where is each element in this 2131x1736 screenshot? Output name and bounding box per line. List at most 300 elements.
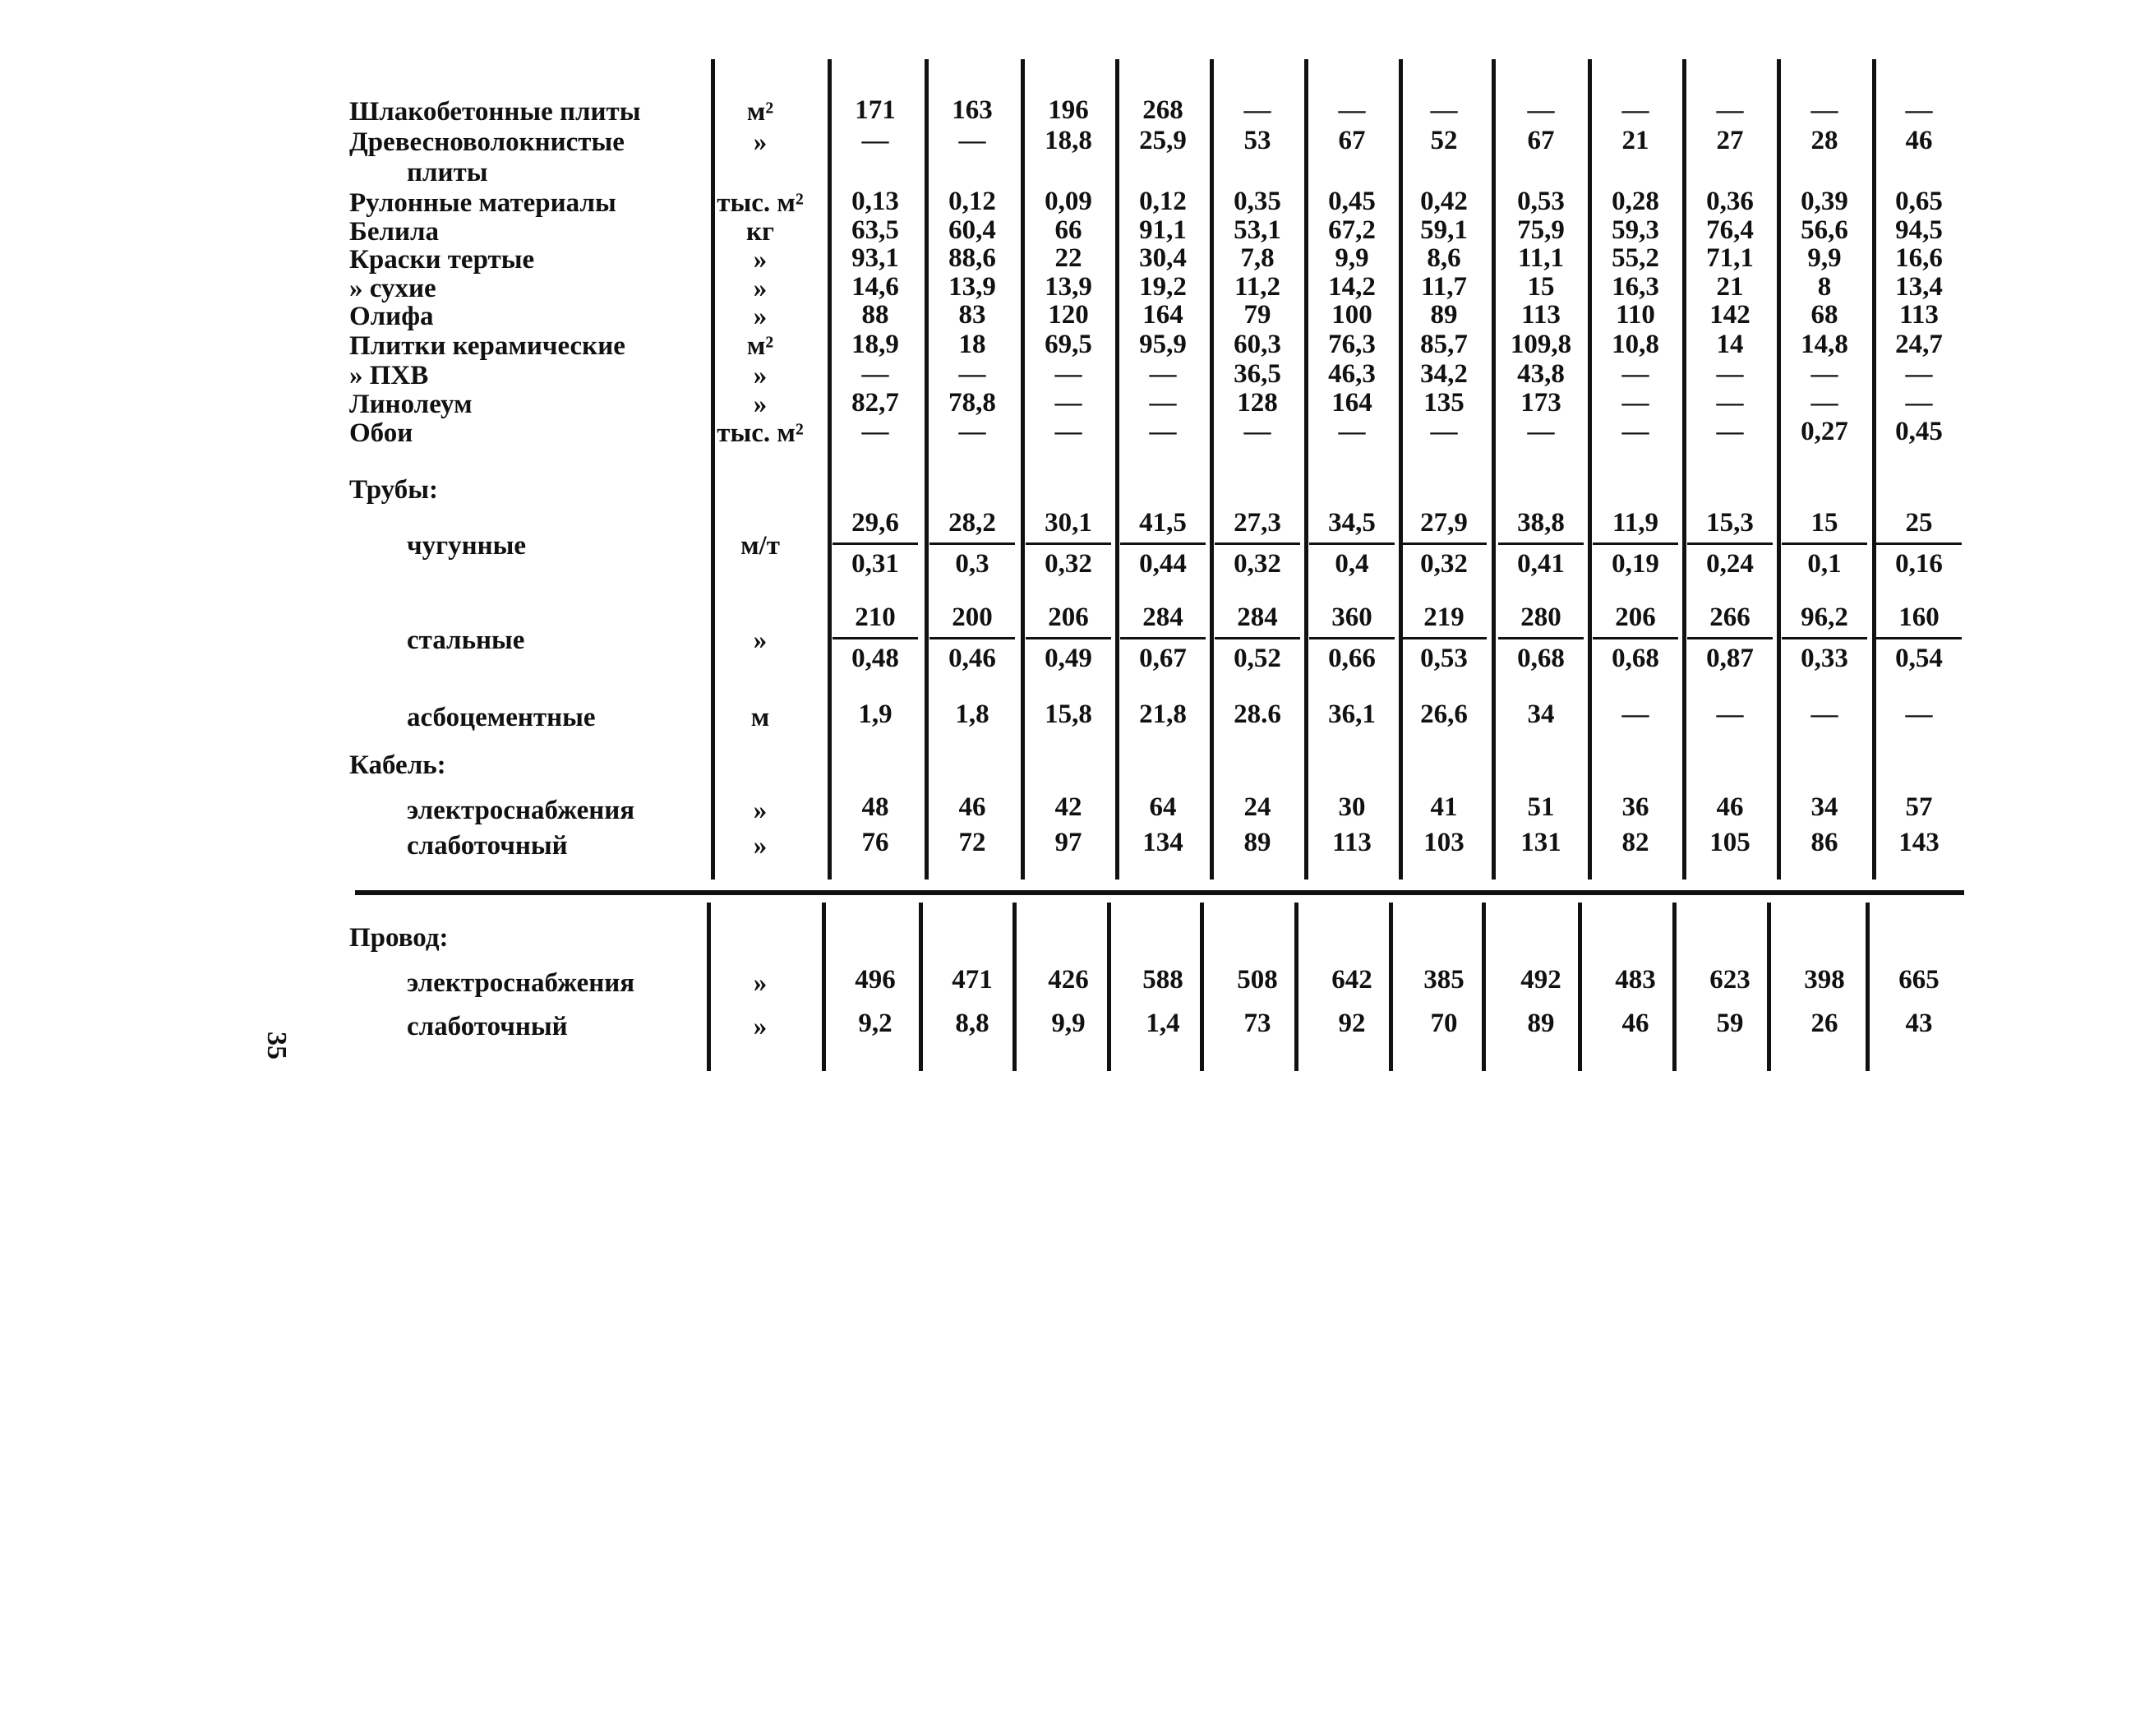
table-cell: 11,2 xyxy=(1234,272,1280,302)
table-cell: 60,3 xyxy=(1234,330,1281,359)
table-cell: 0,39 xyxy=(1801,187,1848,216)
table-cell: — xyxy=(1243,95,1271,125)
fraction-bar xyxy=(1782,637,1867,639)
table-cell: — xyxy=(1716,359,1744,389)
table-cell: — xyxy=(1716,388,1744,418)
table-cell: 483 xyxy=(1615,965,1656,995)
table-cell: 103 xyxy=(1423,828,1464,857)
row-label: Олифа xyxy=(349,302,434,331)
table-cell: 46 xyxy=(1716,792,1744,822)
unit-cell: тыс. м² xyxy=(717,418,804,448)
steel-fraction xyxy=(829,603,921,673)
table-cell: 1,9 xyxy=(858,699,893,729)
fraction-bar xyxy=(929,637,1015,639)
fraction-bar xyxy=(1593,542,1678,545)
table-cell: 398 xyxy=(1804,965,1845,995)
unit-cell: » xyxy=(753,626,768,655)
table-cell: — xyxy=(1149,359,1177,389)
fraction-denominator: 0,4 xyxy=(1335,549,1369,579)
fraction-numerator: 206 xyxy=(1615,603,1656,632)
table-cell: 72 xyxy=(958,828,986,857)
table-cell: 105 xyxy=(1709,828,1750,857)
cast-iron-fraction xyxy=(1306,508,1398,579)
fraction-numerator: 29,6 xyxy=(851,508,899,538)
table-cell: 16,3 xyxy=(1612,272,1659,302)
table-cell: 171 xyxy=(855,95,896,125)
table-cell: — xyxy=(958,359,986,389)
fraction-denominator: 0,68 xyxy=(1612,644,1659,673)
fraction-numerator: 11,9 xyxy=(1612,508,1658,538)
unit-cell: » xyxy=(753,274,768,303)
table-cell: 83 xyxy=(958,300,986,330)
table-cell: 9,2 xyxy=(858,1009,893,1038)
fraction-bar xyxy=(1401,542,1487,545)
fraction-numerator: 280 xyxy=(1520,603,1561,632)
table-cell: 59,1 xyxy=(1420,215,1468,245)
table-cell: — xyxy=(1338,417,1366,446)
cast-iron-fraction xyxy=(1589,508,1681,579)
fraction-denominator: 0,87 xyxy=(1706,644,1754,673)
table-cell: 69,5 xyxy=(1045,330,1092,359)
table-cell: 53 xyxy=(1243,126,1271,155)
table-cell: 0,27 xyxy=(1801,417,1848,446)
table-cell: 588 xyxy=(1142,965,1183,995)
table-cell: 67 xyxy=(1338,126,1366,155)
fraction-denominator: 0,19 xyxy=(1612,549,1659,579)
table-cell: — xyxy=(1149,388,1177,418)
fraction-bar xyxy=(1309,637,1395,639)
fraction-bar xyxy=(1687,637,1773,639)
row-label: слаботочный xyxy=(407,831,568,861)
row-label: Обои xyxy=(349,418,413,448)
fraction-numerator: 360 xyxy=(1331,603,1372,632)
table-cell: 92 xyxy=(1338,1009,1366,1038)
table-cell: 11,1 xyxy=(1518,243,1564,273)
unit-cell: » xyxy=(753,302,768,331)
table-cell: 18,9 xyxy=(851,330,899,359)
fraction-numerator: 30,1 xyxy=(1045,508,1092,538)
fraction-denominator: 0,3 xyxy=(955,549,989,579)
table-cell: 43,8 xyxy=(1517,359,1565,389)
table-cell: 53,1 xyxy=(1234,215,1281,245)
table-cell: 0,45 xyxy=(1328,187,1376,216)
table-cell: 24 xyxy=(1243,792,1271,822)
table-cell: 60,4 xyxy=(948,215,996,245)
column-divider xyxy=(707,903,711,1071)
table-cell: 18,8 xyxy=(1045,126,1092,155)
table-cell: 28.6 xyxy=(1234,699,1281,729)
table-cell: 57 xyxy=(1905,792,1933,822)
fraction-denominator: 0,41 xyxy=(1517,549,1565,579)
table-cell: 79 xyxy=(1243,300,1271,330)
fraction-numerator: 266 xyxy=(1709,603,1750,632)
fraction-numerator: 160 xyxy=(1898,603,1940,632)
table-cell: — xyxy=(1810,95,1838,125)
section-heading: Провод: xyxy=(349,923,449,953)
table-cell: — xyxy=(861,359,889,389)
table-cell: — xyxy=(1905,699,1933,729)
cast-iron-fraction xyxy=(1022,508,1114,579)
table-cell: — xyxy=(958,126,986,155)
cast-iron-fraction xyxy=(926,508,1018,579)
unit-cell: » xyxy=(753,831,768,861)
table-cell: — xyxy=(1621,359,1649,389)
fraction-denominator: 0,32 xyxy=(1045,549,1092,579)
column-divider xyxy=(1210,59,1214,880)
table-cell: 56,6 xyxy=(1801,215,1848,245)
row-label: асбоцементные xyxy=(407,703,596,732)
table-cell: 426 xyxy=(1048,965,1089,995)
fraction-denominator: 0,32 xyxy=(1420,549,1468,579)
table-cell: 128 xyxy=(1237,388,1278,418)
table-cell: 67 xyxy=(1527,126,1555,155)
fraction-numerator: 27,9 xyxy=(1420,508,1468,538)
table-cell: — xyxy=(1810,359,1838,389)
table-cell: 59 xyxy=(1716,1009,1744,1038)
table-cell: 21,8 xyxy=(1139,699,1187,729)
fraction-bar xyxy=(1309,542,1395,545)
table-cell: 34,2 xyxy=(1420,359,1468,389)
table-cell: 52 xyxy=(1430,126,1458,155)
steel-fraction xyxy=(1211,603,1303,673)
fraction-denominator: 0,49 xyxy=(1045,644,1092,673)
table-cell: 13,9 xyxy=(948,272,996,302)
fraction-denominator: 0,68 xyxy=(1517,644,1565,673)
fraction-denominator: 0,16 xyxy=(1895,549,1943,579)
fraction-numerator: 15 xyxy=(1810,508,1838,538)
table-cell: — xyxy=(1338,95,1366,125)
column-divider xyxy=(822,903,826,1071)
table-cell: 642 xyxy=(1331,965,1372,995)
fraction-denominator: 0,46 xyxy=(948,644,996,673)
table-cell: 88,6 xyxy=(948,243,996,273)
table-cell: — xyxy=(1243,417,1271,446)
cast-iron-fraction xyxy=(1684,508,1776,579)
row-label: Рулонные материалы xyxy=(349,188,616,218)
table-cell: 22 xyxy=(1054,243,1082,273)
table-cell: 76,3 xyxy=(1328,330,1376,359)
table-cell: 46,3 xyxy=(1328,359,1376,389)
unit-cell: м² xyxy=(746,97,774,127)
table-cell: 24,7 xyxy=(1895,330,1943,359)
row-label: Древесноволокнистые xyxy=(349,127,625,157)
fraction-denominator: 0,32 xyxy=(1234,549,1281,579)
fraction-bar xyxy=(929,542,1015,545)
table-cell: — xyxy=(1621,417,1649,446)
table-cell: — xyxy=(1621,388,1649,418)
cast-iron-fraction xyxy=(1398,508,1490,579)
table-cell: — xyxy=(861,126,889,155)
unit-cell: » xyxy=(753,968,768,998)
unit-cell: м xyxy=(750,703,770,732)
table-cell: 8 xyxy=(1817,272,1832,302)
table-cell: — xyxy=(1430,417,1458,446)
table-cell: 109,8 xyxy=(1510,330,1572,359)
table-cell: 100 xyxy=(1331,300,1372,330)
table-cell: 67,2 xyxy=(1328,215,1376,245)
table-cell: — xyxy=(1527,417,1555,446)
table-cell: 113 xyxy=(1332,828,1372,857)
unit-cell: м² xyxy=(746,331,774,361)
table-cell: — xyxy=(1716,699,1744,729)
fraction-numerator: 34,5 xyxy=(1328,508,1376,538)
table-cell: 94,5 xyxy=(1895,215,1943,245)
row-label: » ПХВ xyxy=(349,361,429,390)
fraction-denominator: 0,52 xyxy=(1234,644,1281,673)
fraction-bar xyxy=(1593,637,1678,639)
table-cell: 46 xyxy=(1905,126,1933,155)
steel-fraction xyxy=(1778,603,1870,673)
steel-fraction xyxy=(1306,603,1398,673)
row-label: Шлакобетонные плиты xyxy=(349,97,641,127)
column-divider xyxy=(828,59,832,880)
table-cell: 18 xyxy=(958,330,986,359)
table-cell: 75,9 xyxy=(1517,215,1565,245)
table-cell: — xyxy=(1621,699,1649,729)
steel-fraction xyxy=(1873,603,1965,673)
table-cell: 28 xyxy=(1810,126,1838,155)
column-divider xyxy=(1021,59,1025,880)
table-cell: 82 xyxy=(1621,828,1649,857)
table-cell: 73 xyxy=(1243,1009,1271,1038)
table-cell: 164 xyxy=(1331,388,1372,418)
table-cell: 9,9 xyxy=(1807,243,1842,273)
unit-cell: » xyxy=(753,1012,768,1041)
table-cell: 135 xyxy=(1423,388,1464,418)
cast-iron-fraction xyxy=(1778,508,1870,579)
steel-fraction xyxy=(1398,603,1490,673)
fraction-denominator: 0,33 xyxy=(1801,644,1848,673)
table-cell: 14,2 xyxy=(1328,272,1376,302)
column-divider xyxy=(1872,59,1876,880)
fraction-denominator: 0,44 xyxy=(1139,549,1187,579)
fraction-bar xyxy=(1401,637,1487,639)
table-cell: 134 xyxy=(1142,828,1183,857)
table-cell: 113 xyxy=(1899,300,1939,330)
table-cell: 496 xyxy=(855,965,896,995)
fraction-bar xyxy=(1026,542,1111,545)
row-label: Белила xyxy=(349,217,440,247)
fraction-bar xyxy=(1876,542,1962,545)
table-cell: 46 xyxy=(1621,1009,1649,1038)
fraction-numerator: 284 xyxy=(1237,603,1278,632)
table-cell: 15,8 xyxy=(1045,699,1092,729)
table-cell: 25,9 xyxy=(1139,126,1187,155)
table-cell: 143 xyxy=(1898,828,1940,857)
column-divider xyxy=(1399,59,1403,880)
column-divider xyxy=(1682,59,1686,880)
table-cell: 89 xyxy=(1243,828,1271,857)
table-cell: 14,6 xyxy=(851,272,899,302)
table-cell: 110 xyxy=(1616,300,1655,330)
table-cell: 66 xyxy=(1054,215,1082,245)
table-cell: 13,4 xyxy=(1895,272,1943,302)
fraction-bar xyxy=(833,542,918,545)
fraction-numerator: 41,5 xyxy=(1139,508,1187,538)
table-cell: 36,1 xyxy=(1328,699,1376,729)
fraction-numerator: 28,2 xyxy=(948,508,996,538)
table-cell: 36 xyxy=(1621,792,1649,822)
table-cell: 26 xyxy=(1810,1009,1838,1038)
table-cell: 0,12 xyxy=(948,187,996,216)
table-cell: 9,9 xyxy=(1335,243,1369,273)
table-cell: — xyxy=(1810,388,1838,418)
fraction-denominator: 0,1 xyxy=(1807,549,1842,579)
table-cell: 97 xyxy=(1054,828,1082,857)
unit-cell: тыс. м² xyxy=(717,188,804,218)
table-cell: 26,6 xyxy=(1420,699,1468,729)
steel-fraction xyxy=(1589,603,1681,673)
table-cell: 89 xyxy=(1430,300,1458,330)
table-cell: 76 xyxy=(861,828,889,857)
table-cell: 0,45 xyxy=(1895,417,1943,446)
table-cell: — xyxy=(1716,95,1744,125)
table-cell: 268 xyxy=(1142,95,1183,125)
table-cell: 78,8 xyxy=(948,388,996,418)
table-cell: — xyxy=(1905,95,1933,125)
table-cell: 0,53 xyxy=(1517,187,1565,216)
fraction-denominator: 0,67 xyxy=(1139,644,1187,673)
table-cell: 43 xyxy=(1905,1009,1933,1038)
steel-fraction xyxy=(1495,603,1587,673)
section-divider xyxy=(355,890,1964,895)
table-cell: 95,9 xyxy=(1139,330,1187,359)
table-cell: 19,2 xyxy=(1139,272,1187,302)
fraction-numerator: 15,3 xyxy=(1706,508,1754,538)
table-cell: 64 xyxy=(1149,792,1177,822)
table-cell: 0,09 xyxy=(1045,187,1092,216)
table-cell: 0,65 xyxy=(1895,187,1943,216)
fraction-numerator: 27,3 xyxy=(1234,508,1281,538)
unit-cell: » xyxy=(753,796,768,825)
table-cell: 70 xyxy=(1430,1009,1458,1038)
cast-iron-fraction xyxy=(1873,508,1965,579)
steel-fraction xyxy=(926,603,1018,673)
table-cell: 85,7 xyxy=(1420,330,1468,359)
fraction-bar xyxy=(1782,542,1867,545)
table-cell: 471 xyxy=(952,965,993,995)
table-cell: 623 xyxy=(1709,965,1750,995)
table-cell: 10,8 xyxy=(1612,330,1659,359)
fraction-numerator: 284 xyxy=(1142,603,1183,632)
table-cell: — xyxy=(1054,417,1082,446)
table-cell: 14,8 xyxy=(1801,330,1848,359)
fraction-numerator: 206 xyxy=(1048,603,1089,632)
fraction-denominator: 0,31 xyxy=(851,549,899,579)
table-cell: 68 xyxy=(1810,300,1838,330)
row-label: электроснабжения xyxy=(407,968,635,998)
table-cell: — xyxy=(1716,417,1744,446)
table-cell: 88 xyxy=(861,300,889,330)
steel-fraction xyxy=(1022,603,1114,673)
table-cell: 0,28 xyxy=(1612,187,1659,216)
table-cell: 16,6 xyxy=(1895,243,1943,273)
table-cell: 0,42 xyxy=(1420,187,1468,216)
table-cell: 91,1 xyxy=(1139,215,1187,245)
table-cell: 385 xyxy=(1423,965,1464,995)
table-cell: 55,2 xyxy=(1612,243,1659,273)
table-cell: 46 xyxy=(958,792,986,822)
unit-cell: » xyxy=(753,361,768,390)
fraction-numerator: 96,2 xyxy=(1801,603,1848,632)
row-label: плиты xyxy=(407,158,488,187)
table-cell: — xyxy=(1905,388,1933,418)
table-cell: — xyxy=(1149,417,1177,446)
table-cell: 131 xyxy=(1520,828,1561,857)
table-cell: — xyxy=(958,417,986,446)
fraction-bar xyxy=(1876,637,1962,639)
table-cell: 51 xyxy=(1527,792,1555,822)
table-cell: 63,5 xyxy=(851,215,899,245)
table-cell: 196 xyxy=(1048,95,1089,125)
table-cell: — xyxy=(1905,359,1933,389)
fraction-numerator: 210 xyxy=(855,603,896,632)
fraction-bar xyxy=(1120,637,1206,639)
table-cell: 508 xyxy=(1237,965,1278,995)
steel-fraction xyxy=(1117,603,1209,673)
fraction-bar xyxy=(1498,637,1584,639)
cast-iron-fraction xyxy=(829,508,921,579)
table-cell: 34 xyxy=(1810,792,1838,822)
unit-cell: м/т xyxy=(740,531,780,561)
table-cell: 1,4 xyxy=(1146,1009,1180,1038)
fraction-bar xyxy=(1215,637,1300,639)
table-cell: 89 xyxy=(1527,1009,1555,1038)
table-cell: 27 xyxy=(1716,126,1744,155)
table-cell: 86 xyxy=(1810,828,1838,857)
table-cell: 93,1 xyxy=(851,243,899,273)
cast-iron-fraction xyxy=(1211,508,1303,579)
cast-iron-fraction xyxy=(1495,508,1587,579)
table-cell: 48 xyxy=(861,792,889,822)
fraction-denominator: 0,66 xyxy=(1328,644,1376,673)
table-cell: 665 xyxy=(1898,965,1940,995)
cast-iron-fraction xyxy=(1117,508,1209,579)
table-cell: 164 xyxy=(1142,300,1183,330)
column-divider xyxy=(925,59,929,880)
row-label: Плитки керамические xyxy=(349,331,625,361)
table-cell: 142 xyxy=(1709,300,1750,330)
table-cell: 9,9 xyxy=(1051,1009,1086,1038)
row-label: » сухие xyxy=(349,274,436,303)
table-cell: 0,36 xyxy=(1706,187,1754,216)
table-cell: 120 xyxy=(1048,300,1089,330)
column-divider xyxy=(1492,59,1496,880)
table-cell: — xyxy=(1430,95,1458,125)
fraction-bar xyxy=(1498,542,1584,545)
section-heading: Кабель: xyxy=(349,750,446,780)
table-cell: — xyxy=(861,417,889,446)
table-cell: 76,4 xyxy=(1706,215,1754,245)
table-cell: 34 xyxy=(1527,699,1555,729)
steel-fraction xyxy=(1684,603,1776,673)
fraction-bar xyxy=(1026,637,1111,639)
table-cell: — xyxy=(1054,388,1082,418)
column-divider xyxy=(1304,59,1308,880)
table-cell: — xyxy=(1054,359,1082,389)
table-cell: 8,6 xyxy=(1427,243,1461,273)
unit-cell: » xyxy=(753,127,768,157)
fraction-denominator: 0,53 xyxy=(1420,644,1468,673)
column-divider xyxy=(1588,59,1592,880)
table-cell: 0,13 xyxy=(851,187,899,216)
table-cell: 1,8 xyxy=(955,699,989,729)
table-cell: 30 xyxy=(1338,792,1366,822)
column-divider xyxy=(1777,59,1781,880)
table-cell: 15 xyxy=(1527,272,1555,302)
fraction-bar xyxy=(1687,542,1773,545)
table-cell: 173 xyxy=(1520,388,1561,418)
